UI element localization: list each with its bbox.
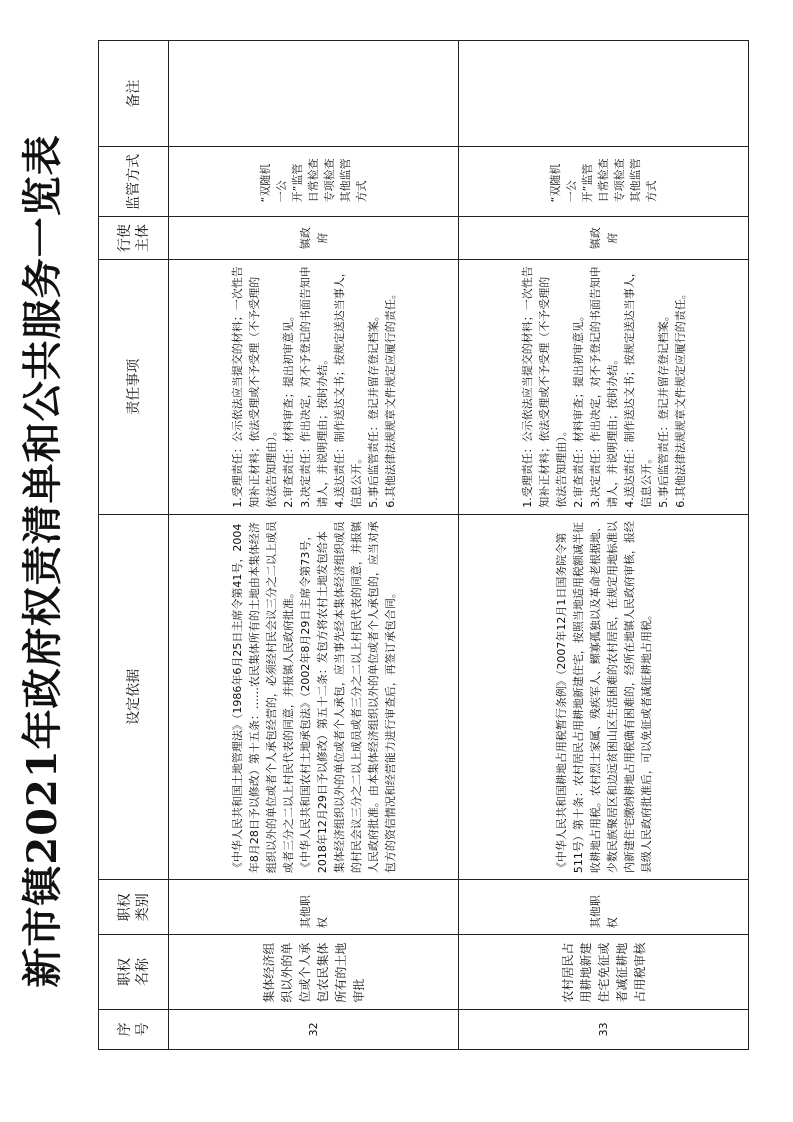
cell-name: 农村居民占用耕地新建住宅免征或者减征耕地占用税审核 bbox=[459, 935, 749, 1009]
header-supervision: 监管方式 bbox=[99, 147, 169, 217]
header-seq: 序号 bbox=[99, 1009, 169, 1049]
cell-type: 其他职权 bbox=[169, 880, 459, 935]
table-row bbox=[169, 41, 459, 1050]
table-header-row bbox=[99, 41, 169, 1050]
cell-duty: 1.受理责任：公示依法应当提交的材料；一次性告知补正材料；依法受理或不予受理（不予受理的依法告知理由）。 2.审查责任：材料审查；提出初审意见。 3.决定责任：作出决定，对不予登记的书面告知申请人，并说明理由；按时办结。 4.送达责任：制作送达文书；按规定送达当事人，信息公开。 5.事后监管责任：登记并留存登记档案。 6.其他法律法规规章文件规定应履行的责任。 bbox=[459, 259, 749, 514]
header-subject: 行使 主体 bbox=[99, 217, 169, 259]
cell-supervision: “双随机一公开”监管 日常检查 专项检查 其他监管方式 bbox=[169, 147, 459, 217]
header-type: 职权 类别 bbox=[99, 880, 169, 935]
header-duty: 责任事项 bbox=[99, 259, 169, 514]
cell-subject: 镇政府 bbox=[169, 217, 459, 259]
header-basis: 设定依据 bbox=[99, 514, 169, 879]
cell-seq: 32 bbox=[169, 1009, 459, 1049]
cell-basis: 《中华人民共和国土地管理法》（1986年6月25日主席令第41号，2004年8月28日予以修改）第十五条：……农民集体所有的土地由本集体经济组织以外的单位或者个人承包经营的，必须经村民会议三分之二以上成员或者三分之二以上村民代表的同意，并报镇人民政府批准。 《中华人民共和国农村土地承包法》（2002年8月29日主席令第73号，2018年12月29日予以修改）第五十二条：发包方将农村土地发包给本集体经济组织以外的单位或者个人承包，应当事先经本集体经济组织成员的村民会议三分之二以上成员或者三分之二以上村民代表的同意，并报镇人民政府批准。由本集体经济组织以外的单位或者个人承包的，应当对承包方的资信情况和经营能力进行审查后，再签订承包合同。 bbox=[169, 514, 459, 879]
cell-basis: 《中华人民共和国耕地占用税暂行条例》（2007年12月1日国务院令第511号）第十条：农村居民占用耕地新建住宅，按照当地适用税额减半征收耕地占用税。农村烈士家属、残疾军人、鳏寡孤独以及革命老根据地、少数民族聚居区和边远贫困山区生活困难的农村居民，在规定用地标准以内新建住宅缴纳耕地占用税确有困难的，经所在地镇人民政府审核，报经县级人民政府批准后，可以免征或者减征耕地占用税。 bbox=[459, 514, 749, 879]
cell-supervision: “双随机一公开”监管 日常检查 专项检查 其他监管方式 bbox=[459, 147, 749, 217]
page-title: 新市镇2021年政府权责清单和公共服务一览表 bbox=[19, 134, 66, 988]
cell-note bbox=[169, 41, 459, 147]
authority-table bbox=[98, 40, 749, 1050]
cell-note bbox=[459, 41, 749, 147]
cell-subject: 镇政府 bbox=[459, 217, 749, 259]
cell-name: 集体经济组织以外的单位或个人承包农民集体所有的土地审批 bbox=[169, 935, 459, 1009]
table-row bbox=[459, 41, 749, 1050]
header-name: 职权 名称 bbox=[99, 935, 169, 1009]
header-note: 备注 bbox=[99, 41, 169, 147]
cell-seq: 33 bbox=[459, 1009, 749, 1049]
cell-duty: 1.受理责任：公示依法应当提交的材料；一次性告知补正材料；依法受理或不予受理（不予受理的依法告知理由）。 2.审查责任：材料审查；提出初审意见。 3.决定责任：作出决定，对不予登记的书面告知申请人，并说明理由；按时办结。 4.送达责任：制作送达文书；按规定送达当事人，信息公开。 5.事后监管责任：登记并留存登记档案。 6.其他法律法规规章文件规定应履行的责任。 bbox=[169, 259, 459, 514]
cell-type: 其他职权 bbox=[459, 880, 749, 935]
